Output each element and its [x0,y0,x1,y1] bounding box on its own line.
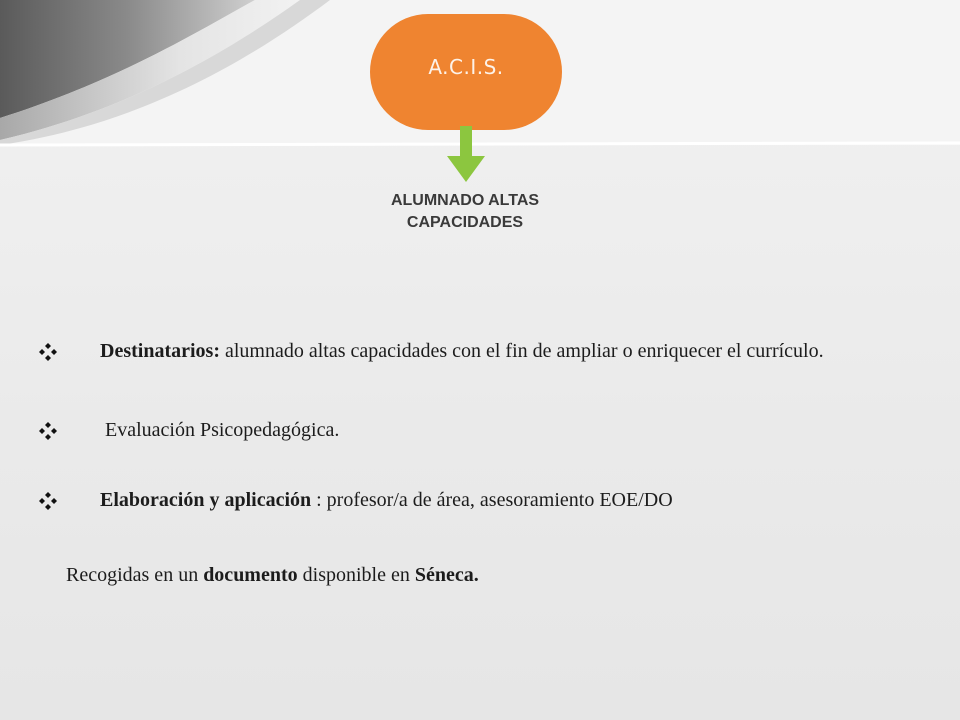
target-label-line2: CAPACIDADES [406,214,524,231]
acis-node [370,14,562,130]
four-diamond-bullet-icon [38,491,58,511]
bullet-item-elaboracion [38,487,938,513]
closing-bold-documento: documento [203,564,298,586]
down-arrow-icon [443,126,489,184]
bullet-text-destinatarios [38,338,944,364]
closing-part2: disponible en [297,564,415,586]
bullet-text-elaboracion [100,487,673,513]
target-label [340,190,590,234]
bullet-bold-destinatarios: Destinatarios: [100,340,220,362]
content-area [38,338,944,586]
bullet-bold-elaboracion: Elaboración y aplicación [100,489,312,511]
four-diamond-bullet-icon [38,342,58,362]
bullet-item-evaluacion [38,417,738,443]
four-diamond-bullet-icon [38,421,58,441]
bullet-item-destinatarios [38,338,944,364]
bullet-text-evaluacion: Evaluación Psicopedagógica. [105,419,340,441]
target-label-line1: ALUMNADO ALTAS [390,192,540,209]
closing-bold-seneca: Séneca. [414,564,479,586]
closing-part1: Recogidas en un [66,564,204,586]
bullet-rest-destinatarios: alumnado altas capacidades con el fin de ampliar o enriquecer el currículo. [219,340,824,362]
closing-text [66,562,479,588]
acis-node-label: A.C.I.S. [428,55,504,79]
bullet-rest-elaboracion: : profesor/a de área, asesoramiento EOE/DO [311,489,673,511]
